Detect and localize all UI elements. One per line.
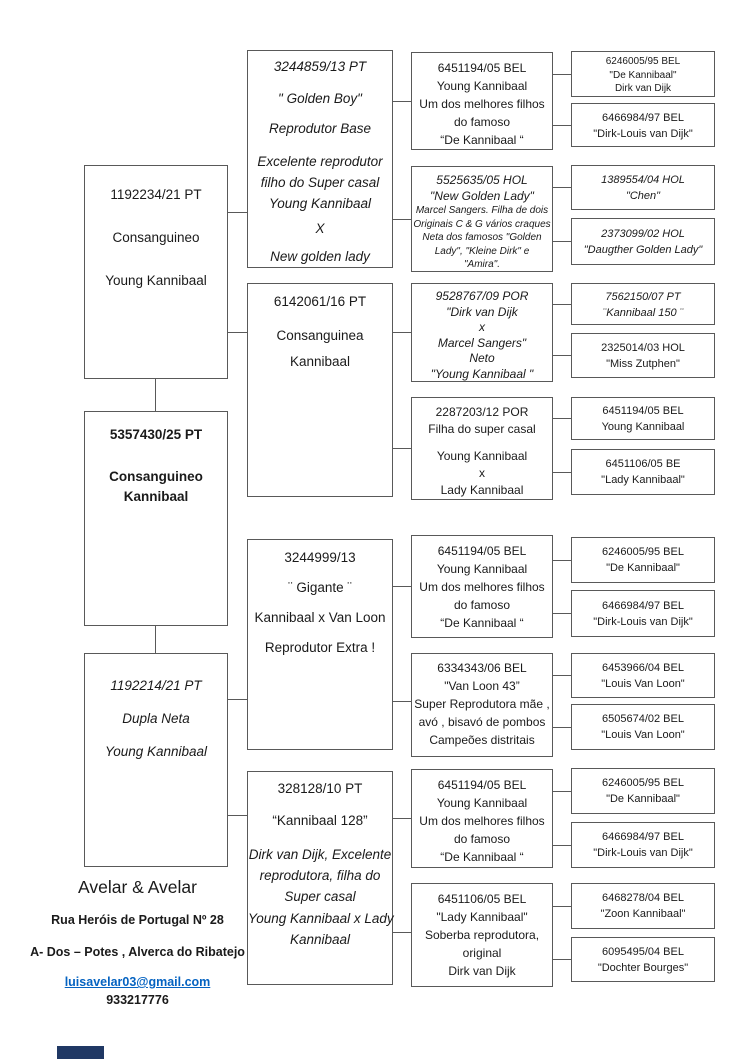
pedigree-text: "Lady Kannibaal" [601, 474, 685, 486]
pedigree-box-g3-5 [411, 535, 553, 638]
connector-line [553, 241, 571, 242]
pedigree-box-dam [84, 653, 228, 867]
connector-line [227, 212, 247, 213]
ring-number: 1192214/21 PT [110, 678, 202, 693]
ring-number: 2325014/03 HOL [601, 342, 685, 354]
pedigree-text: Kannibaal [289, 932, 351, 947]
pedigree-text: Originais C & G vários craques [413, 218, 551, 230]
ring-number: 6246005/95 BEL [602, 546, 684, 558]
connector-line [553, 187, 571, 188]
connector-line [553, 959, 571, 960]
pedigree-box-g3-1 [411, 52, 553, 150]
connector-line [393, 701, 411, 702]
pedigree-text: reprodutora, filha do [259, 868, 381, 883]
pedigree-text: Dupla Neta [122, 711, 190, 726]
pedigree-box-g4-9 [571, 537, 715, 583]
pedigree-text: Kannibaal [289, 354, 351, 369]
phone-number: 933217776 [106, 993, 169, 1007]
pedigree-text: Filha do super casal [428, 422, 536, 436]
ring-number: 6451106/05 BEL [437, 892, 527, 906]
pedigree-text: Young Kannibaal [105, 273, 207, 288]
pedigree-box-g3-3 [411, 283, 553, 382]
pedigree-box-g4-7 [571, 397, 715, 440]
pedigree-text: "Dirk-Louis van Dijk" [593, 847, 693, 859]
pedigree-text: “De Kannibaal “ [440, 850, 524, 864]
pedigree-text: ¨Kannibaal 150 ¨ [602, 307, 684, 319]
pedigree-text: "Daugther Golden Lady" [583, 244, 703, 256]
pedigree-box-g4-3 [571, 165, 715, 210]
pedigree-text: Excelente reprodutor [257, 154, 383, 169]
connector-line [553, 906, 571, 907]
pedigree-box-g4-10 [571, 590, 715, 637]
pedigree-text: "Lady Kannibaal" [436, 910, 528, 924]
pedigree-box-g4-8 [571, 449, 715, 495]
ring-number: 6466984/97 BEL [602, 600, 684, 612]
ring-number: 6095495/04 BEL [602, 946, 684, 958]
pedigree-text: Marcel Sangers. Filha de dois [415, 205, 549, 216]
loft-name: Avelar & Avelar [77, 877, 197, 897]
ring-number: 6466984/97 BEL [602, 112, 684, 124]
pedigree-box-g4-14 [571, 822, 715, 868]
ring-number: 5357430/25 PT [109, 427, 203, 442]
connector-line [553, 613, 571, 614]
pedigree-text: Dirk van Dijk [614, 83, 672, 94]
pedigree-text: Consanguineo [109, 469, 203, 484]
pedigree-text: “De Kannibaal “ [440, 133, 524, 147]
pedigree-text: "Dirk-Louis van Dijk" [593, 128, 693, 140]
pedigree-text: "Dirk van Dijk [446, 304, 518, 319]
pedigree-text: "Chen" [625, 190, 661, 202]
pedigree-box-g4-5 [571, 283, 715, 325]
ring-number: 3244859/13 PT [273, 59, 367, 74]
email-row [15, 974, 260, 990]
ring-number: 5525635/05 HOL [436, 173, 528, 187]
pedigree-box-g4-15 [571, 883, 715, 929]
pedigree-text: "Amira". [464, 259, 500, 270]
pedigree-box-subject [84, 411, 228, 626]
pedigree-text: Super Reprodutora mãe , [414, 697, 550, 711]
pedigree-text: Kannibaal [123, 489, 189, 504]
pedigree-text: New golden lady [270, 249, 370, 264]
connector-line [155, 626, 156, 653]
contact-block [15, 876, 260, 1008]
pedigree-text: original [462, 946, 502, 960]
connector-line [553, 791, 571, 792]
connector-line [393, 332, 411, 333]
pedigree-text: ¨ Gigante ¨ [288, 580, 352, 595]
ring-number: 6453966/04 BEL [602, 662, 684, 674]
ring-number: 328128/10 PT [277, 781, 363, 796]
pedigree-text: Um dos melhores filhos [419, 814, 545, 828]
pedigree-text: Young Kannibaal x Lady [248, 911, 394, 926]
ring-number: 6451194/05 BEL [437, 61, 527, 75]
connector-line [553, 560, 571, 561]
pedigree-box-g3-2 [411, 166, 553, 272]
pedigree-box-g3-7 [411, 769, 553, 868]
pedigree-text: "Dochter Bourges" [597, 962, 689, 974]
pedigree-text: Young Kannibaal [436, 796, 528, 810]
ring-number: 6451194/05 BEL [602, 405, 684, 417]
pedigree-text: Um dos melhores filhos [419, 97, 545, 111]
connector-line [227, 332, 247, 333]
pedigree-text: filho do Super casal [260, 175, 380, 190]
address-line-1: Rua Heróis de Portugal Nº 28 [51, 913, 224, 927]
pedigree-text: x [479, 320, 485, 334]
pedigree-text: Marcel Sangers" [437, 335, 527, 350]
pedigree-box-g4-13 [571, 768, 715, 814]
ring-number: 1192234/21 PT [110, 187, 202, 202]
pedigree-text: “De Kannibaal “ [440, 616, 524, 630]
address-line-2: A- Dos – Potes , Alverca do Ribatejo [30, 945, 245, 959]
pedigree-text: Dirk van Dijk, Excelente [248, 847, 392, 862]
pedigree-text: "Dirk-Louis van Dijk" [593, 616, 693, 628]
ring-number: 9528767/09 POR [435, 289, 529, 303]
ring-number: 6451106/05 BE [605, 458, 681, 470]
pedigree-text: Neto [469, 351, 495, 365]
pedigree-box-g2-3 [247, 539, 393, 750]
pedigree-text: do famoso [453, 598, 511, 612]
connector-line [393, 448, 411, 449]
connector-line [393, 818, 411, 819]
pedigree-box-sire [84, 165, 228, 379]
ring-number: 6142061/16 PT [273, 294, 367, 309]
pedigree-text: x [479, 466, 485, 480]
pedigree-text: "Louis Van Loon" [601, 729, 685, 741]
pedigree-text: Consanguinea [276, 328, 364, 343]
connector-line [553, 125, 571, 126]
pedigree-text: Lady", "Kleine Dirk" e [434, 245, 530, 257]
pedigree-text: Reprodutor Extra ! [264, 640, 376, 655]
pedigree-text: do famoso [453, 115, 511, 129]
pedigree-text: Neta dos famosos "Golden [422, 232, 542, 243]
pedigree-text: Young Kannibaal [104, 744, 208, 759]
connector-line [553, 675, 571, 676]
pedigree-text: avó , bisavó de pombos [418, 715, 546, 729]
pedigree-text: " Golden Boy" [278, 91, 362, 106]
pedigree-box-g4-2 [571, 103, 715, 147]
pedigree-box-g2-4 [247, 771, 393, 985]
pedigree-box-g4-4 [571, 218, 715, 265]
pedigree-box-g4-11 [571, 653, 715, 698]
pedigree-box-g4-1 [571, 51, 715, 97]
ring-number: 6246005/95 BEL [605, 56, 681, 67]
connector-line [393, 932, 411, 933]
pedigree-text: "De Kannibaal" [606, 562, 680, 574]
connector-line [553, 74, 571, 75]
pedigree-box-g4-6 [571, 333, 715, 378]
ring-number: 6505674/02 BEL [602, 713, 684, 725]
pedigree-text: Young Kannibaal [268, 196, 372, 211]
ring-number: 6451194/05 BEL [437, 544, 527, 558]
pedigree-text [412, 438, 552, 448]
connector-line [553, 355, 571, 356]
connector-line [393, 586, 411, 587]
pedigree-box-g4-16 [571, 937, 715, 982]
pedigree-text: "Young Kannibaal " [430, 366, 534, 381]
pedigree-text: Young Kannibaal [436, 79, 528, 93]
pedigree-text: "De Kannibaal" [606, 793, 680, 805]
pedigree-text: Super casal [284, 889, 356, 904]
pedigree-text: Young Kannibaal [436, 562, 528, 576]
ring-number: 6466984/97 BEL [602, 831, 684, 843]
pedigree-text: Soberba reprodutora, [424, 928, 540, 942]
pedigree-text: "Louis Van Loon" [601, 678, 685, 690]
pedigree-text: Kannibaal x Van Loon [254, 610, 386, 625]
pedigree-box-g3-6 [411, 653, 553, 757]
pedigree-box-g2-1 [247, 50, 393, 268]
pedigree-text: “Kannibaal 128” [272, 813, 368, 828]
email-link[interactable]: luisavelar03@gmail.com [64, 975, 211, 989]
ring-number: 7562150/07 PT [605, 291, 681, 303]
pedigree-box-g4-12 [571, 704, 715, 750]
pedigree-text: Young Kannibaal [601, 421, 685, 433]
pedigree-text: Reprodutor Base [268, 121, 372, 136]
pedigree-text: Young Kannibaal [436, 449, 528, 463]
connector-line [393, 219, 411, 220]
connector-line [393, 101, 411, 102]
pedigree-text: Um dos melhores filhos [419, 580, 545, 594]
ring-number: 3244999/13 [284, 550, 356, 565]
pedigree-text: X [315, 221, 325, 236]
connector-line [228, 699, 247, 700]
pedigree-box-g3-8 [411, 883, 553, 987]
footer-bar [57, 1046, 104, 1059]
connector-line [553, 727, 571, 728]
pedigree-text: "Miss Zutphen" [606, 358, 680, 370]
pedigree-box-g3-4 [411, 397, 553, 500]
ring-number: 2373099/02 HOL [601, 228, 685, 240]
pedigree-text: "De Kannibaal" [609, 69, 677, 81]
pedigree-text: "New Golden Lady" [430, 189, 534, 203]
ring-number: 6334343/06 BEL [437, 661, 527, 675]
pedigree-text: do famoso [453, 832, 511, 846]
pedigree-box-g2-2 [247, 283, 393, 497]
ring-number: 6246005/95 BEL [602, 777, 684, 789]
pedigree-text: Campeões distritais [429, 733, 535, 747]
ring-number: 2287203/12 POR [435, 405, 529, 419]
pedigree-text: Consanguineo [112, 230, 200, 245]
connector-line [553, 472, 571, 473]
ring-number: 1389554/04 HOL [601, 174, 685, 186]
connector-line [228, 815, 247, 816]
ring-number: 6451194/05 BEL [437, 778, 527, 792]
pedigree-text: "Van Loon 43” [444, 679, 520, 693]
pedigree-text: "Zoon Kannibaal" [600, 908, 686, 920]
connector-line [553, 845, 571, 846]
connector-line [155, 379, 156, 411]
pedigree-text: Dirk van Dijk [448, 964, 516, 978]
pedigree-text: Lady Kannibaal [440, 483, 524, 497]
connector-line [553, 418, 571, 419]
ring-number: 6468278/04 BEL [602, 892, 684, 904]
connector-line [553, 304, 571, 305]
